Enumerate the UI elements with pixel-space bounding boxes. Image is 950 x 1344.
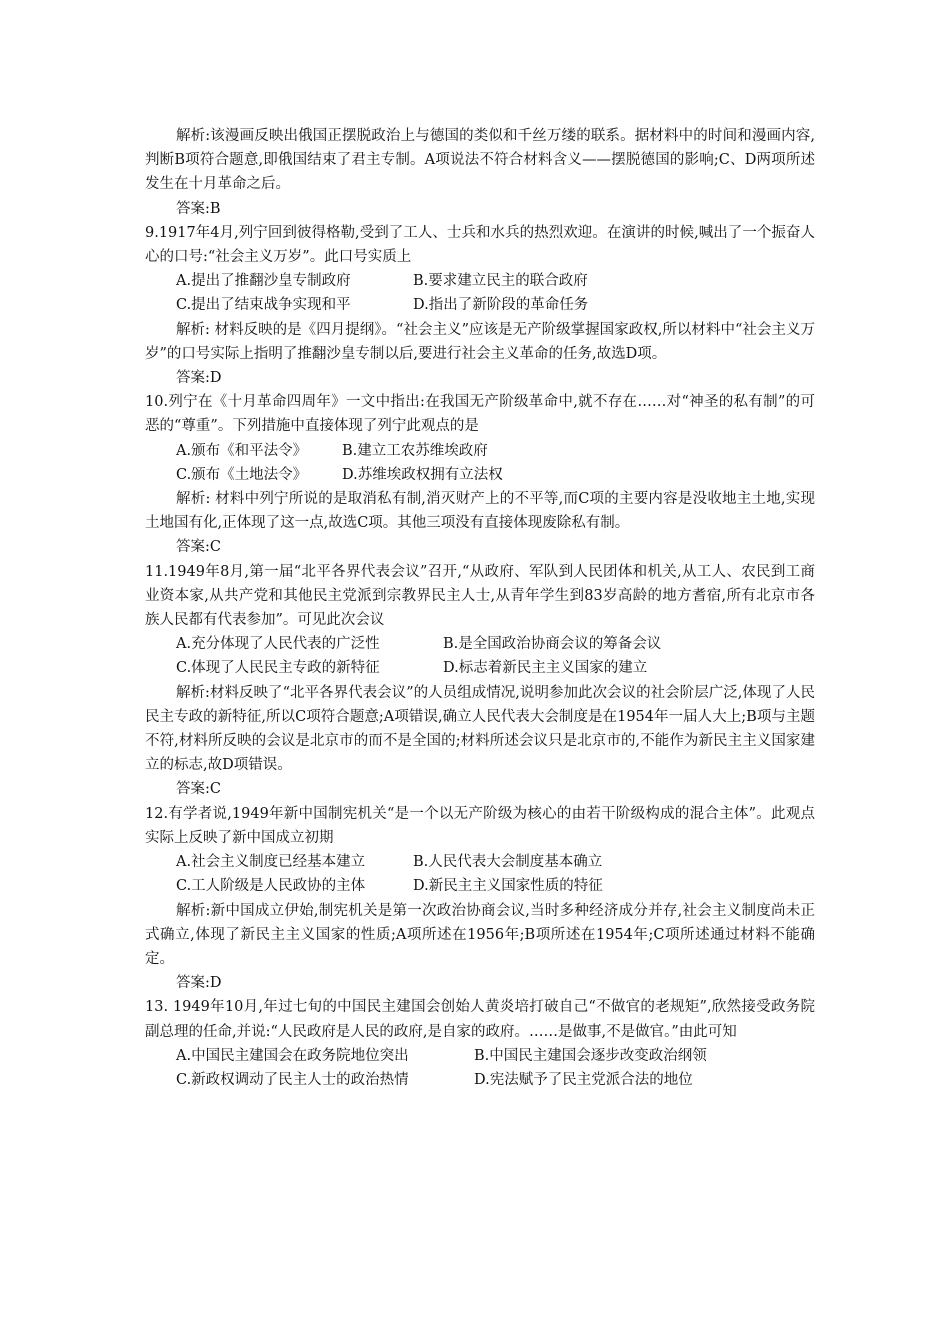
- analysis-paragraph: 解析:该漫画反映出俄国正摆脱政治上与德国的类似和千丝万缕的联系。据材料中的时间和漫画内容,判断B项符合题意,即俄国结束了君主专制。A项说法不符合材料含义——摆脱德国的影响;C、D两项所述发生在十月革命之后。: [145, 128, 815, 193]
- analysis-paragraph: 解析:材料反映了“北平各界代表会议”的人员组成情况,说明参加此次会议的社会阶层广泛,体现了人民民主专政的新特征,所以C项符合题意;A项错误,确立人民代表大会制度是在1954年一届人大上;B项与主题不符,材料所反映的会议是北京市的而不是全国的;材料所述会议只是北京市的,不能作为新民主主义国家建立的标志,故D项错误。: [145, 684, 815, 774]
- question-paragraph: 9.1917年4月,列宁回到彼得格勒,受到了工人、士兵和水兵的热烈欢迎。在演讲的时候,喊出了一个振奋人心的口号:“社会主义万岁”。此口号实质上: [145, 224, 815, 266]
- answer-line: 答案:D: [176, 370, 222, 387]
- option-row: [145, 463, 815, 487]
- option-text: B.中国民主建国会逐步改变政治纲领: [474, 1047, 707, 1064]
- answer-line: 答案:D: [176, 975, 222, 992]
- option-text: C.颁布《土地法令》: [176, 466, 308, 483]
- option-row: [145, 293, 815, 317]
- option-text: A.中国民主建国会在政务院地位突出: [176, 1047, 409, 1064]
- option-row: [145, 269, 815, 293]
- answer-line: 答案:C: [176, 539, 221, 556]
- question-paragraph: 13. 1949年10月,年过七旬的中国民主建国会创始人黄炎培打破自己“不做官的老规矩”,欣然接受政务院副总理的任命,并说:“人民政府是人民的政府,是自家的政府。……是做事,不是做官。”由此可知: [145, 999, 815, 1040]
- option-text: D.标志着新民主主义国家的建立: [443, 660, 648, 677]
- answer-line: 答案:B: [176, 200, 221, 217]
- option-text: A.提出了推翻沙皇专制政府: [176, 273, 351, 290]
- option-text: C.新政权调动了民主人士的政治热情: [176, 1071, 409, 1088]
- option-text: B.人民代表大会制度基本确立: [413, 854, 603, 871]
- option-row: [145, 632, 815, 656]
- option-text: B.建立工农苏维埃政府: [342, 442, 488, 459]
- document-page: [145, 124, 815, 1092]
- option-text: A.社会主义制度已经基本建立: [176, 854, 366, 871]
- option-row: [145, 1068, 815, 1092]
- analysis-paragraph: 解析: 材料中列宁所说的是取消私有制,消灭财产上的不平等,而C项的主要内容是没收地主土地,实现土地国有化,正体现了这一点,故选C项。其他三项没有直接体现废除私有制。: [145, 491, 815, 532]
- option-row: [145, 1044, 815, 1068]
- option-row: [145, 874, 815, 898]
- question-paragraph: 10.列宁在《十月革命四周年》一文中指出:在我国无产阶级革命中,就不存在……对“神圣的私有制”的可恶的“尊重”。下列措施中直接体现了列宁此观点的是: [145, 394, 815, 435]
- option-text: B.是全国政治协商会议的筹备会议: [443, 636, 662, 653]
- option-text: D.新民主主义国家性质的特征: [413, 878, 603, 895]
- option-row: [145, 850, 815, 874]
- option-text: C.工人阶级是人民政协的主体: [176, 878, 366, 895]
- option-row: [145, 439, 815, 463]
- option-text: D.指出了新阶段的革命任务: [413, 297, 589, 314]
- option-text: D.苏维埃政权拥有立法权: [342, 466, 503, 483]
- analysis-paragraph: 解析:新中国成立伊始,制宪机关是第一次政治协商会议,当时多种经济成分并存,社会主义制度尚未正式确立,体现了新民主主义国家的性质;A项所述在1956年;B项所述在1954年;C项所述通过材料不能确定。: [145, 902, 815, 967]
- analysis-paragraph: 解析: 材料反映的是《四月提纲》。“社会主义”应该是无产阶级掌握国家政权,所以材料中“社会主义万岁”的口号实际上指明了推翻沙皇专制以后,要进行社会主义革命的任务,故选D项。: [145, 321, 815, 362]
- option-row: [145, 656, 815, 680]
- option-text: D.宪法赋予了民主党派合法的地位: [474, 1071, 693, 1088]
- option-text: A.颁布《和平法令》: [176, 442, 308, 459]
- option-text: B.要求建立民主的联合政府: [413, 273, 588, 290]
- option-text: C.体现了人民民主专政的新特征: [176, 660, 380, 677]
- question-paragraph: 11.1949年8月,第一届“北平各界代表会议”召开,“从政府、军队到人民团体和机关,从工人、农民到工商业资本家,从共产党和其他民主党派到宗教界民主人士,从青年学生到83岁高龄的地方耆宿,所有北京市各族人民都有代表参加”。可见此次会议: [145, 563, 815, 629]
- question-paragraph: 12.有学者说,1949年新中国制宪机关“是一个以无产阶级为核心的由若干阶级构成的混合主体”。此观点实际上反映了新中国成立初期: [145, 805, 815, 846]
- option-text: A.充分体现了人民代表的广泛性: [176, 636, 380, 653]
- answer-line: 答案:C: [176, 781, 221, 798]
- option-text: C.提出了结束战争实现和平: [176, 297, 351, 314]
